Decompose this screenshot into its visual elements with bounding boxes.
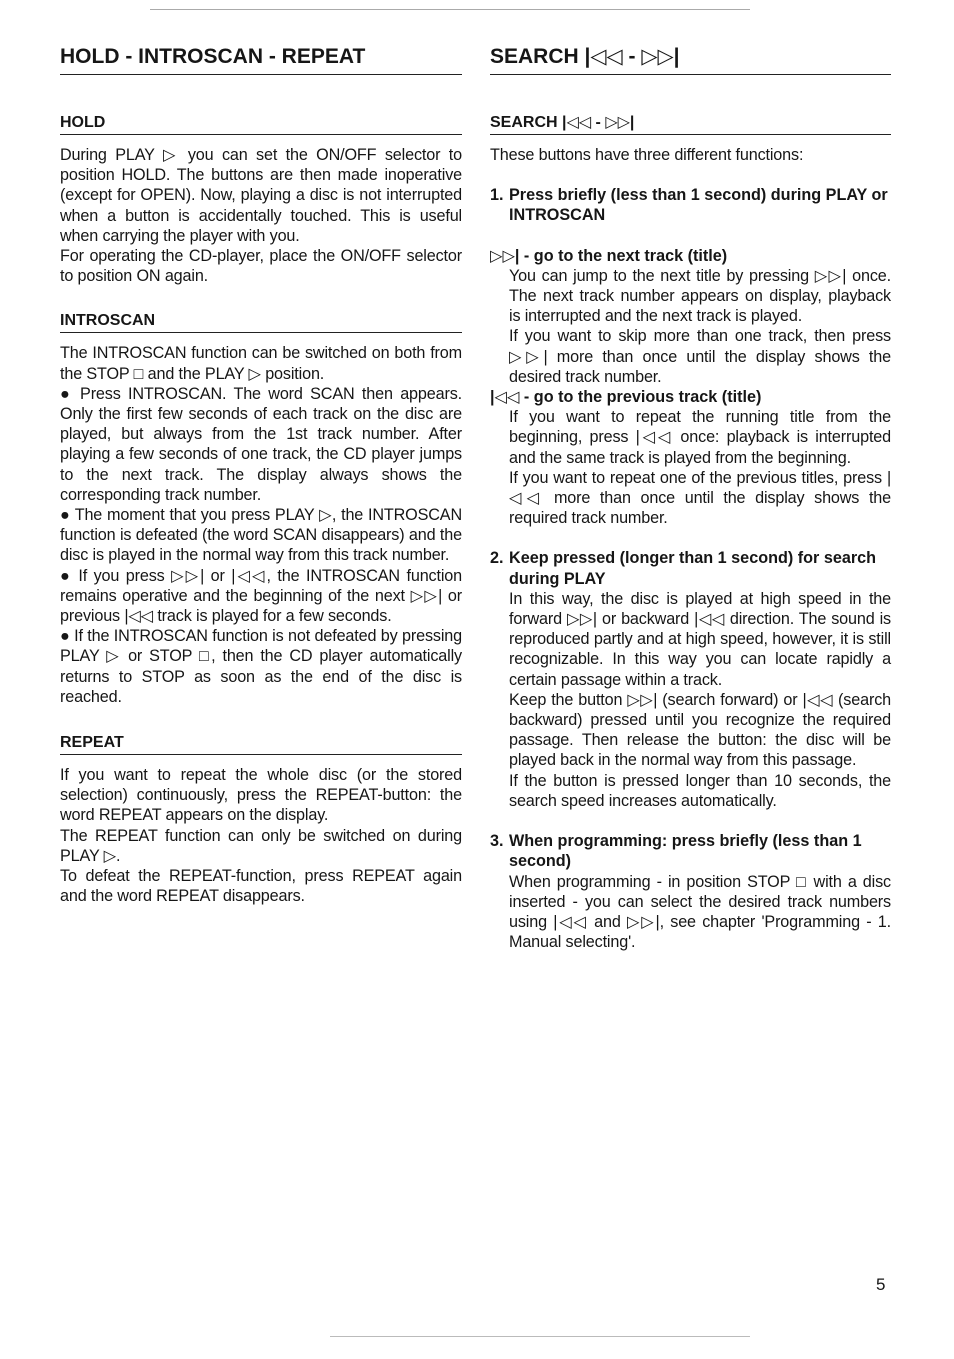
item-heading-text: Keep pressed (longer than 1 second) for search during PLAY <box>509 549 877 588</box>
next-track-paragraph-2: If you want to skip more than one track, then press ▷▷| more than once until the display shows the desired track number. <box>509 327 891 386</box>
item-number: 3. <box>490 832 504 851</box>
search-item-2-paragraph-3: If the button is pressed longer than 10 seconds, the search speed increases automatically. <box>509 771 891 810</box>
next-track-body <box>490 266 891 387</box>
repeat-heading: REPEAT <box>60 733 462 755</box>
introscan-heading: INTROSCAN <box>60 311 462 333</box>
introscan-paragraph-5: ● If the INTROSCAN function is not defeated by pressing PLAY ▷ or STOP □, then the CD player automatically returns to STOP as soon as the end of the disc is reached. <box>60 627 462 706</box>
introscan-paragraph-4: ● If you press ▷▷| or |◁◁, the INTROSCAN function remains operative and the beginning of the next ▷▷| or previous |◁◁ track is played for a few seconds. <box>60 566 462 626</box>
repeat-paragraph-2: The REPEAT function can only be switched on during PLAY ▷. <box>60 826 462 865</box>
search-item-2-paragraph-2: Keep the button ▷▷| (search forward) or |◁◁ (search backward) pressed until you recognize the required passage. Then release the button: the disc will be played back in the normal way from this passage. <box>509 690 891 770</box>
search-item-2-heading <box>490 548 891 588</box>
search-item-3-paragraph-1: When programming - in position STOP □ with a disc inserted - you can select the desired track numbers using |◁◁ and ▷▷|, see chapter 'Programming - 1. Manual selecting'. <box>509 872 891 952</box>
search-item-3-body <box>490 872 891 953</box>
item-number: 1. <box>490 186 504 205</box>
right-page-title: SEARCH |◁◁ - ▷▷| <box>490 44 891 75</box>
repeat-paragraph-3: To defeat the REPEAT-function, press REPEAT again and the word REPEAT disappears. <box>60 867 462 906</box>
introscan-paragraph-1: The INTROSCAN function can be switched on both from the STOP □ and the PLAY ▷ position. <box>60 344 462 383</box>
hold-paragraph-1: During PLAY ▷ you can set the ON/OFF selector to position HOLD. The buttons are then made inoperative (except for OPEN). Now, playing a disc is not interrupted when a button is accidentally touched. This is useful when carrying the player with you. <box>60 146 462 245</box>
previous-track-paragraph-1: If you want to repeat the running title from the beginning, press |◁◁ once: playback is interrupted and the same track is played from the beginning. <box>509 408 891 467</box>
previous-track-paragraph-2: If you want to repeat one of the previous titles, press |◁◁ more than once until the display shows the required track number. <box>509 468 891 528</box>
item-heading-text: Press briefly (less than 1 second) during PLAY or INTROSCAN <box>509 186 888 225</box>
left-column <box>60 44 462 907</box>
previous-track-body <box>490 407 891 528</box>
item-number: 2. <box>490 549 504 568</box>
next-track-paragraph-1: You can jump to the next title by pressing ▷▷| once. The next track number appears on display, playback is interrupted and the next track is played. <box>509 266 891 326</box>
item-heading-text: When programming: press briefly (less than 1 second) <box>509 832 862 871</box>
search-item-2-body <box>490 589 891 811</box>
search-item-3-heading <box>490 831 891 871</box>
scan-artifact-top <box>150 9 750 10</box>
search-intro: These buttons have three different functions: <box>490 146 804 164</box>
scan-artifact-bottom <box>330 1336 750 1337</box>
page-number: 5 <box>876 1275 886 1294</box>
search-item-1-heading <box>490 185 891 225</box>
hold-heading: HOLD <box>60 113 462 135</box>
left-page-title: HOLD - INTROSCAN - REPEAT <box>60 44 462 75</box>
right-column <box>490 44 891 952</box>
introscan-paragraph-3: ● The moment that you press PLAY ▷, the INTROSCAN function is defeated (the word SCAN disappears) and the disc is played in the normal way from this track number. <box>60 506 462 565</box>
next-track-heading: ▷▷| - go to the next track (title) <box>490 246 728 265</box>
hold-paragraph-2: For operating the CD-player, place the ON/OFF selector to position ON again. <box>60 247 462 286</box>
repeat-paragraph-1: If you want to repeat the whole disc (or the stored selection) continuously, press the REPEAT-button: the word REPEAT appears on the display. <box>60 766 462 825</box>
search-item-2-paragraph-1: In this way, the disc is played at high speed in the forward ▷▷| or backward |◁◁ direction. The sound is reproduced partly and at high speed, however, it is still recognizable. In this way you can locate rapidly a certain passage within a track. <box>509 589 891 689</box>
previous-track-heading: |◁◁ - go to the previous track (title) <box>490 388 762 407</box>
search-heading: SEARCH |◁◁ - ▷▷| <box>490 113 891 135</box>
introscan-paragraph-2: ● Press INTROSCAN. The word SCAN then appears. Only the first few seconds of each track on the disc are played, but always from the 1st track number. After playing a few seconds of one track, the CD player jumps to the next track. The display always shows the corresponding track number. <box>60 384 462 504</box>
